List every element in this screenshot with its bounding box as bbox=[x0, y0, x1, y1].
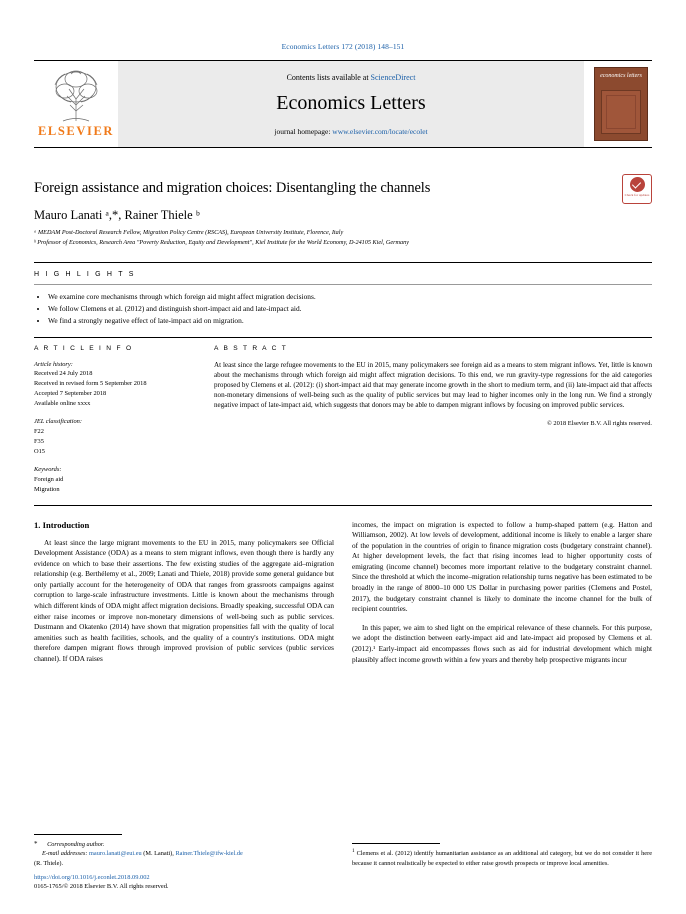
body-columns bbox=[34, 520, 652, 666]
contents-line bbox=[287, 73, 416, 82]
article-history bbox=[34, 360, 200, 410]
section-title-introduction: 1. Introduction bbox=[34, 519, 90, 530]
history-item: Received 24 July 2018 bbox=[34, 370, 93, 378]
homepage-line bbox=[274, 127, 427, 136]
doi-link[interactable]: https://doi.org/10.1016/j.econlet.2018.09.002 bbox=[34, 873, 150, 881]
journal-homepage-link[interactable]: www.elsevier.com/locate/ecolet bbox=[332, 126, 428, 136]
list-item: • We follow Clemens et al. (2012) and distinguish short-impact aid and late-impact aid. bbox=[48, 303, 652, 315]
info-abstract-row bbox=[34, 345, 652, 495]
footnote-rule bbox=[34, 834, 122, 835]
highlights-inner-rule bbox=[34, 284, 652, 285]
body-top-rule bbox=[34, 505, 652, 506]
footnote-left bbox=[34, 834, 334, 868]
footnote-rule bbox=[352, 843, 440, 844]
journal-cover-image bbox=[594, 67, 648, 141]
masthead-center bbox=[118, 61, 584, 147]
highlights-list bbox=[34, 291, 652, 327]
footnote-right bbox=[352, 843, 652, 868]
keywords-label: Keywords: bbox=[34, 465, 62, 473]
crossmark-label: Check for updates bbox=[624, 193, 650, 197]
footnote-text: Clemens et al. (2012) identify humanitarian assistance as an additional aid category, but we do not consider it here because it cannot realistically be expected to either raise growth prospects or improve local amenities. bbox=[352, 850, 652, 867]
contents-prefix: Contents lists available at bbox=[286, 72, 371, 82]
history-item: Available online xxxx bbox=[34, 400, 91, 408]
footnote-1 bbox=[352, 848, 652, 868]
abstract-text: At least since the large refugee movements to the EU in 2015, many policymakers see foreign aid as a means to stem migrant inflows. Yet, little is known about the mechanisms through which foreign aid might affect migration decisions. To this end, we run gravity-type regressions for the aid categories proposed by Clemens et al. (2012): (i) short-impact aid that may generate income growth in the short to medium term, and (ii) late-impact aid that affects non-monetary dimensions of well-being such as the quality of public services but may lead to higher incomes only in the long run. We find a strongly negative impact of late-impact aid, which suggests that donors may be able to dampen migrant inflows by focusing on improved public services. bbox=[214, 360, 652, 409]
paragraph: In this paper, we aim to shed light on the empirical relevance of these channels. For this purpose, we adopt the distinction between early-impact aid and late-impact aid proposed by Clemens et al. (2012).¹ Early-impact aid encompasses flows such as aid for industrial development which might plausibly affect income growth within a few years and thereby help prospective migrants incur bbox=[352, 623, 652, 664]
email-label: E-mail addresses: bbox=[42, 850, 88, 858]
keywords-block bbox=[34, 465, 200, 495]
abstract-column bbox=[214, 345, 652, 495]
elsevier-logo bbox=[34, 61, 118, 147]
body-column-left bbox=[34, 520, 334, 666]
email-note bbox=[42, 849, 334, 858]
abstract-heading: A B S T R A C T bbox=[214, 344, 288, 352]
highlights-heading: H I G H L I G H T S bbox=[34, 270, 136, 278]
author-list: Mauro Lanati ᵃ,*, Rainer Thiele ᵇ bbox=[34, 208, 200, 222]
corresponding-author-text: Corresponding author. bbox=[47, 840, 105, 848]
journal-cover-title: economics letters bbox=[600, 73, 642, 79]
asterisk-icon: * bbox=[34, 839, 38, 848]
email-link-thiele[interactable]: Rainer.Thiele@ifw-kiel.de bbox=[175, 850, 243, 858]
journal-cover bbox=[590, 61, 652, 147]
journal-reference: Economics Letters 172 (2018) 148–151 bbox=[281, 42, 405, 51]
keyword: Migration bbox=[34, 485, 60, 493]
highlights-top-rule bbox=[34, 262, 652, 263]
history-item: Received in revised form 5 September 2018 bbox=[34, 380, 147, 388]
list-item: • We find a strongly negative effect of late-impact aid on migration. bbox=[48, 315, 652, 327]
jel-code: F35 bbox=[34, 437, 44, 445]
paragraph: At least since the large migrant movements to the EU in 2015, many policymakers see Official Development Assistance (ODA) as a means to stem migrant inflows, even though there is hardly any evidence on which to base their assertions. The few existing studies of the aggregate aid–migration relationship (e.g. Berthélemy et al., 2009; Lanati and Thiele, 2018) provide some general guidance but only partially account for the heterogeneity of ODA that ranges from grassroots campaigns against corruption to large-scale infrastructure investments. Little is known about the mechanisms through which different kinds of ODA might affect migration decisions. Broadly speaking, successful ODA can either raise incomes or improve non-monetary dimensions of well-being such as public services. Dustmann and Okatenko (2014) have shown that migration propensities fall with the quality of local amenities such as health facilities, schools, and the quality of a country's institutions. ODA might therefore dampen migrant flows through improved provision of public services (public services channel). If ODA raises bbox=[34, 538, 334, 663]
journal-masthead bbox=[34, 60, 652, 148]
history-label: Article history: bbox=[34, 360, 73, 368]
elsevier-tree-icon bbox=[45, 65, 107, 123]
footnote-marker: 1 bbox=[352, 848, 355, 855]
abstract-copyright: © 2018 Elsevier B.V. All rights reserved. bbox=[546, 419, 652, 427]
history-item: Accepted 7 September 2018 bbox=[34, 390, 107, 398]
corresponding-author-note bbox=[34, 839, 334, 850]
homepage-prefix: journal homepage: bbox=[274, 126, 333, 136]
jel-code: O15 bbox=[34, 447, 46, 455]
list-item: • We examine core mechanisms through which foreign aid might affect migration decisions. bbox=[48, 291, 652, 303]
title-block bbox=[34, 180, 652, 248]
article-info-column bbox=[34, 345, 214, 495]
journal-cover-frame bbox=[601, 90, 641, 134]
check-icon bbox=[630, 177, 645, 192]
affiliation-a: ᵃ MEDAM Post-Doctoral Research Fellow, Migration Policy Centre (RSCAS), European University Institute, Florence, Italy bbox=[34, 229, 344, 236]
email-link-lanati[interactable]: mauro.lanati@eui.eu bbox=[89, 850, 142, 858]
journal-title: Economics Letters bbox=[276, 91, 426, 114]
sciencedirect-link[interactable]: ScienceDirect bbox=[370, 72, 416, 82]
info-top-rule bbox=[34, 337, 652, 338]
jel-label: JEL classification: bbox=[34, 418, 82, 426]
crossmark-badge[interactable] bbox=[622, 174, 652, 204]
email-tail: (R. Thiele). bbox=[34, 859, 64, 867]
paragraph: incomes, the impact on migration is expected to follow a hump-shaped pattern (e.g. Hatton and Williamson, 2002). At low levels of development, additional income is likely to enable a larger share of the population in the countries of origin to finance migration costs (budgetary constraint channel). At higher development levels, the fact that rising incomes lead to higher opportunity costs of emigrating (income channel) becomes more important relative to the budgetary constraint channel. Since the threshold at which the income–migration relationship turns negative has been estimated to be broadly in the range of 8000–10 000 US Dollar in purchasing power parities (Clemens and Postel, 2017), the budgetary constraint channel is likely to dominate the income channel for the bulk of recipient countries. bbox=[352, 520, 652, 614]
body-column-right bbox=[352, 520, 652, 666]
page-title: Foreign assistance and migration choices: Disentangling the channels bbox=[34, 180, 431, 196]
doi-block bbox=[34, 873, 169, 892]
jel-code: F22 bbox=[34, 428, 44, 436]
jel-block bbox=[34, 417, 200, 457]
affiliation-b: ᵇ Professor of Economics, Research Area "Poverty Reduction, Equity and Development", Kiel Institute for the World Economy, D-24105 Kiel, Germany bbox=[34, 238, 409, 246]
elsevier-wordmark: ELSEVIER bbox=[37, 124, 115, 138]
article-info-heading: A R T I C L E I N F O bbox=[34, 344, 133, 352]
issn-copyright: 0165-1765/© 2018 Elsevier B.V. All rights reserved. bbox=[34, 883, 169, 891]
keyword: Foreign aid bbox=[34, 475, 64, 483]
email-suffix-lanati: (M. Lanati), bbox=[141, 850, 174, 858]
